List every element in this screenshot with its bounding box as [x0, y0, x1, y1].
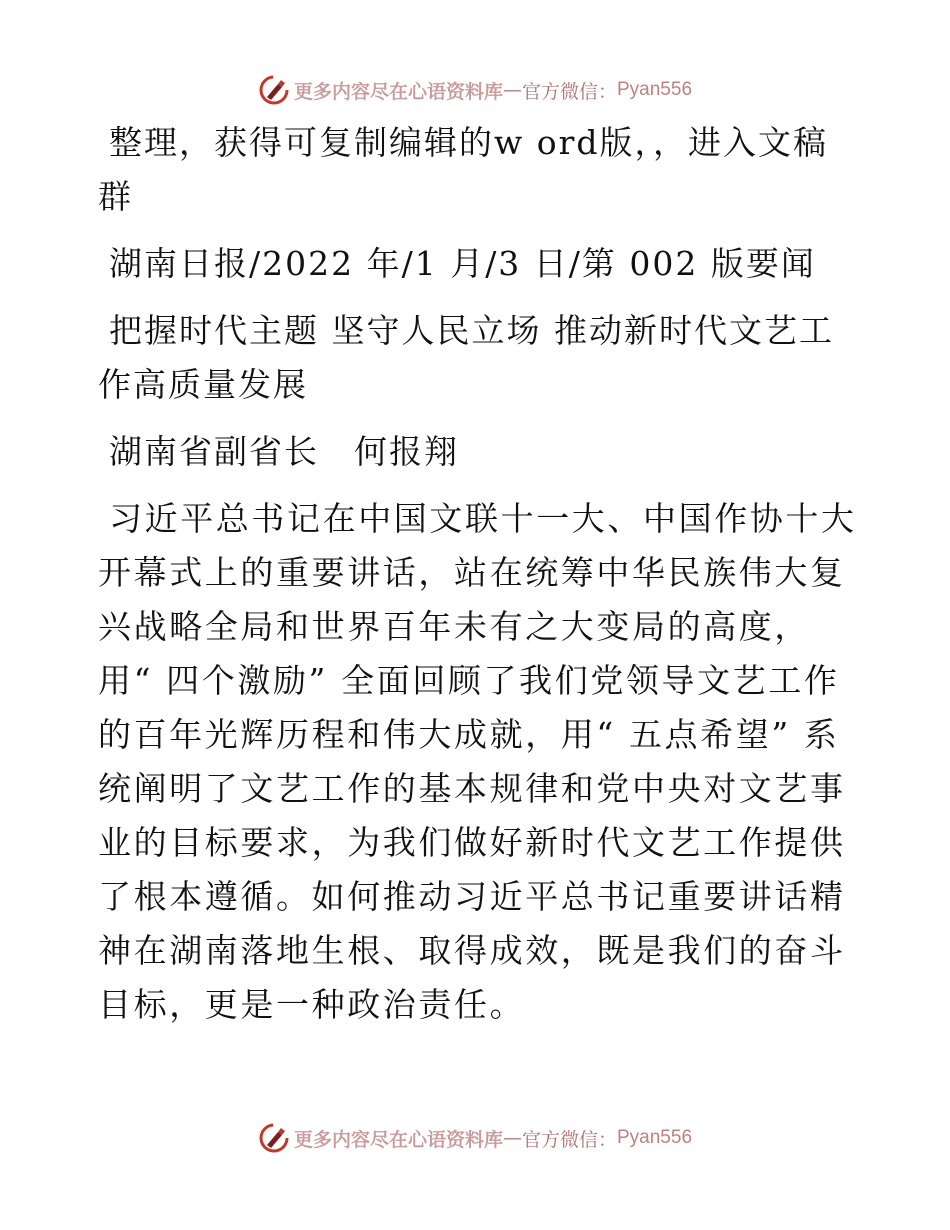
header-banner — [0, 70, 950, 110]
banner-separator: — — [502, 1127, 522, 1149]
footer-banner — [0, 1118, 950, 1158]
pen-in-circle-logo-icon — [258, 1122, 290, 1154]
banner-separator: — — [502, 79, 522, 101]
document-body — [98, 116, 858, 1045]
banner-wechat-id: Pyan556 — [617, 1127, 693, 1148]
banner-main-text: 更多内容尽在心语资料库 — [293, 80, 503, 103]
pen-in-circle-logo-icon — [258, 74, 290, 106]
author-line: 湖南省副省长 何报翔 — [109, 432, 459, 471]
intro-note: 整理，获得可复制编辑的w ord版，，进入文稿群 — [98, 123, 829, 216]
banner-wechat-label: 官方微信： — [521, 80, 617, 103]
headline: 把握时代主题 坚守人民立场 推动新时代文艺工作高质量发展 — [98, 311, 834, 404]
banner-wechat-id: Pyan556 — [617, 79, 693, 100]
source-line: 湖南日报/2022 年/1 月/3 日/第 002 版要闻 — [109, 244, 816, 283]
banner-wechat-label: 官方微信： — [521, 1128, 617, 1151]
banner-main-text: 更多内容尽在心语资料库 — [293, 1128, 503, 1151]
body-paragraph: 习近平总书记在中国文联十一大、中国作协十大开幕式上的重要讲话，站在统筹中华民族伟大复兴战略全局和世界百年未有之大变局的高度，用“ 四个激励” 全面回顾了我们党领导文艺工作的百年光辉历程和伟大成就，用“ 五点希望” 系统阐明了文艺工作的基本规律和党中央对文艺事业的目标要求，为我们做好新时代文艺工作提供了根本遵循。如何推动习近平总书记重要讲话精神在湖南落地生根、取得成效，既是我们的奋斗目标，更是一种政治责任。 — [98, 499, 857, 1024]
